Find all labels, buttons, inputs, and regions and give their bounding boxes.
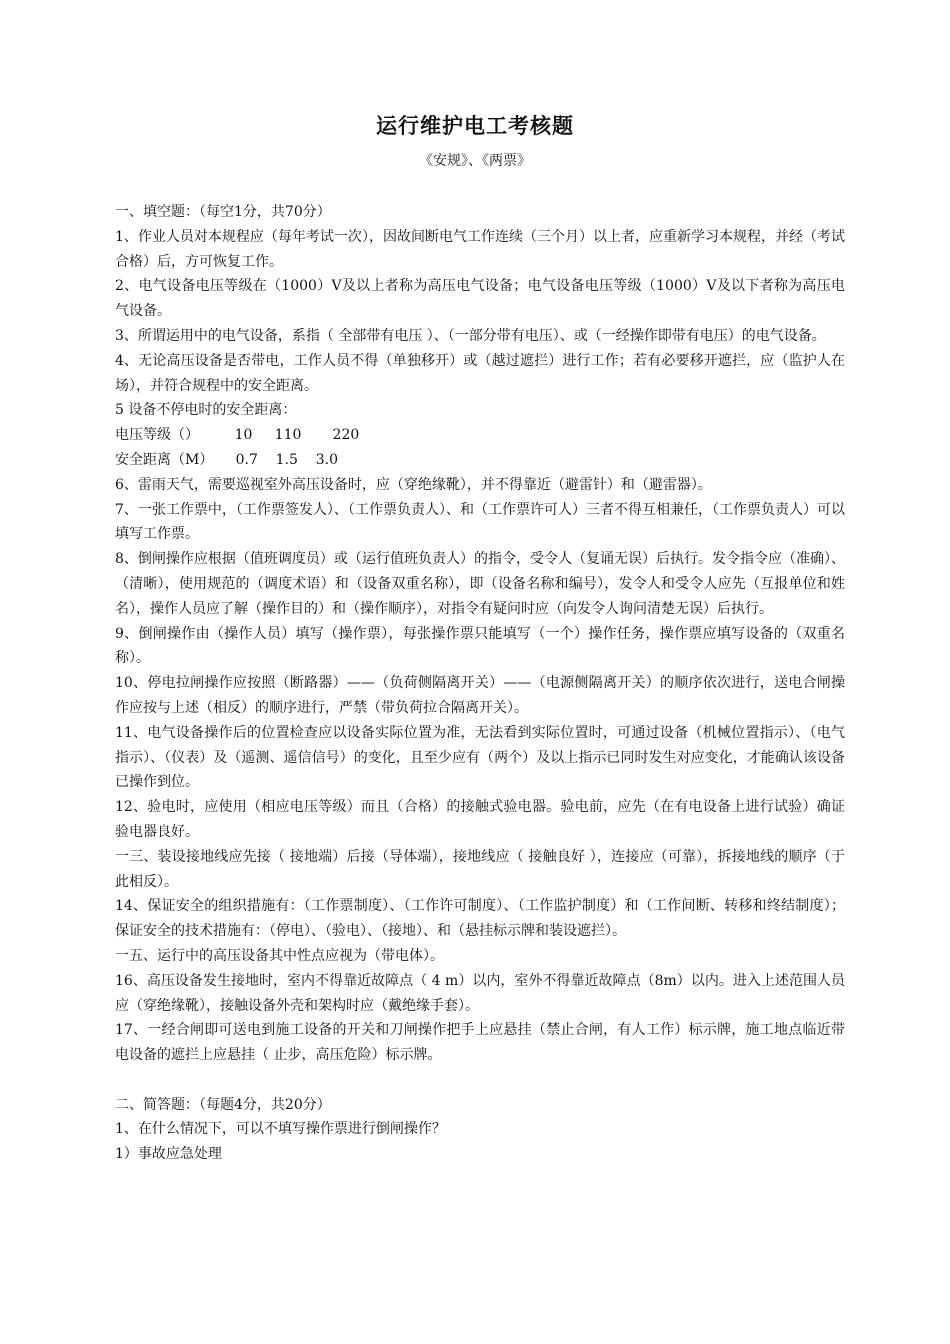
question-6: 6、雷雨天气，需要巡视室外高压设备时，应（穿绝缘靴），并不得靠近（避雷针）和（避雷器）。 xyxy=(115,476,712,493)
question-10: 10、停电拉闸操作应按照（断路器）——（负荷侧隔离开关）——（电源侧隔离开关）的顺序依次进行，送电合闸操作应按与上述（相反）的顺序进行，严禁（带负荷拉合隔离开关）。 xyxy=(115,675,845,716)
question-5: 5 设备不停电时的安全距离： xyxy=(115,402,297,419)
question-16: 16、高压设备发生接地时，室内不得靠近故障点（ 4 m）以内，室外不得靠近故障点（8m）以内。进入上述范围人员应（穿绝缘靴），接触设备外壳和架构时应（戴绝缘手套）。 xyxy=(115,972,845,1014)
question-12: 12、验电时，应使用（相应电压等级）而且（合格）的接触式验电器。验电前，应先（在有电设备上进行试验）确证验电器良好。 xyxy=(115,799,845,840)
question-17: 17、一经合闸即可送电到施工设备的开关和刀闸操作把手上应悬挂（禁止合闸，有人工作）标示牌，施工地点临近带电设备的遮拦上应悬挂（ 止步，高压危险）标示牌。 xyxy=(115,1022,845,1064)
document-title: 运行维护电工考核题 xyxy=(376,114,574,138)
question-8: 8、倒闸操作应根据（值班调度员）或（运行值班负责人）的指令，受令人（复诵无误）后执行。发令指令应（准确）、（清晰），使用规范的（调度术语）和（设备双重名称），即（设备名称和编号），发令人和受令人应先（互报单位和姓名），操作人员应了解（操作目的）和（操作顺序），对指令有疑问时应（向发令人询问清楚无误）后执行。 xyxy=(115,551,845,617)
section-spacer xyxy=(115,1068,845,1093)
question-11: 11、电气设备操作后的位置检查应以设备实际位置为准，无法看到实际位置时，可通过设备（机械位置指示）、（电气指示）、（仪表）及（遥测、遥信信号）的变化，且至少应有（两个）及以上指示已同时发生对应变化，才能确认该设备已操作到位。 xyxy=(115,724,845,791)
short-answer-question-1: 1、在什么情况下，可以不填写操作票进行倒闸操作？ xyxy=(115,1121,446,1138)
document-body xyxy=(115,200,845,1167)
question-1: 1、作业人员对本规程应（每年考试一次），因故间断电气工作连续（三个月）以上者，应重新学习本规程，并经（考试合格）后，方可恢复工作。 xyxy=(115,228,845,270)
question-4: 4、无论高压设备是否带电，工作人员不得（单独移开）或（越过遮拦）进行工作；若有必要移开遮拦，应（监护人在场），并符合规程中的安全距离。 xyxy=(115,352,845,394)
question-7: 7、一张工作票中，（工作票签发人）、（工作票负责人）、和（工作票许可人）三者不得互相兼任，（工作票负责人）可以填写工作票。 xyxy=(115,501,845,543)
section2-heading: 二、简答题：（每题4分，共20分） xyxy=(115,1096,331,1113)
question-15: 一五、运行中的高压设备其中性点应视为（带电体）。 xyxy=(115,947,444,964)
safety-distance-row: 安全距离（M） 0.7 1.5 3.0 xyxy=(115,451,338,468)
question-13: 一三、装设接地线应先接（ 接地端）后接（导体端），接地线应（ 接触良好 ），连接应（可靠），拆接地线的顺序（于此相反）。 xyxy=(115,848,845,890)
voltage-level-row: 电压等级（） 10 110 220 xyxy=(115,427,360,444)
section1-heading: 一、填空题：（每空1分，共70分） xyxy=(115,204,331,220)
short-answer-1-item-1: 1）事故应急处理 xyxy=(115,1146,222,1163)
question-14: 14、保证安全的组织措施有：（工作票制度）、（工作许可制度）、（工作监护制度）和（工作间断、转移和终结制度）；保证安全的技术措施有：（停电）、（验电）、（接地）、和（悬挂标示牌和装设遮拦）。 xyxy=(115,898,845,940)
question-9: 9、倒闸操作由（操作人员）填写（操作票），每张操作票只能填写（一个）操作任务，操作票应填写设备的（双重名称）。 xyxy=(115,625,845,667)
question-3: 3、所谓运用中的电气设备，系指（ 全部带有电压 ）、（一部分带有电压）、或（一经操作即带有电压）的电气设备。 xyxy=(115,327,826,344)
question-2: 2、电气设备电压等级在（1000）V及以上者称为高压电气设备；电气设备电压等级（1000）V及以下者称为高压电气设备。 xyxy=(115,278,845,320)
document-subtitle: 《安规》、《两票》 xyxy=(419,153,531,169)
